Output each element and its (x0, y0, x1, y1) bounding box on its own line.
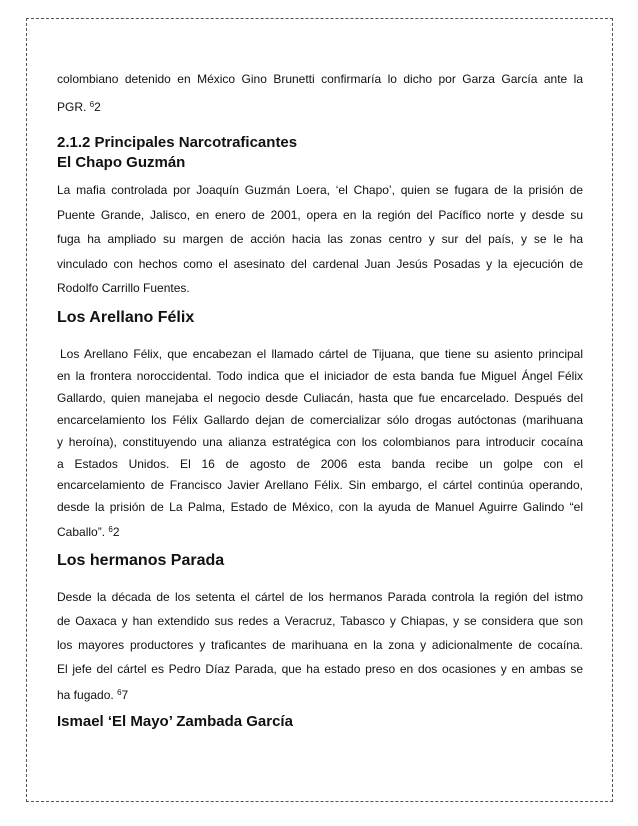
subsection-heading: Ismael ‘El Mayo’ Zambada García (57, 713, 293, 730)
paragraph-line: La mafia controlada por Joaquín Guzmán Loera, ‘el Chapo’, quien se fugara de la prisión de (57, 183, 583, 197)
paragraph-line: los mayores productores y traficantes de marihuana en la zona y adicionalmente de cocaína. (57, 638, 583, 652)
paragraph-line: Rodolfo Carrillo Fuentes. (57, 281, 190, 295)
paragraph-line: fuga ha ampliado su margen de acción hacia las zonas centro y sur del país, y se le ha (57, 232, 583, 246)
line-text: PGR. (57, 100, 87, 114)
paragraph-line: a Estados Unidos. El 16 de agosto de 2006 esta banda recibe un golpe con el (57, 456, 583, 471)
arellano-paragraph (57, 344, 583, 544)
paragraph-line: encarcelamiento los Félix Gallardo dejan de comercializar sólo drogas autóctonas (marihuana (57, 412, 583, 427)
footnote-ref: 67 (117, 688, 129, 702)
paragraph-line: desde la prisión de La Palma, Estado de México, con la ayuda de Manuel Aguirre Galindo “el (57, 500, 583, 515)
paragraph-line: Puente Grande, Jalisco, en enero de 2001, opera en la región del Pacífico norte y desde su (57, 207, 583, 222)
paragraph-line: y heroína), constituyendo una alianza estratégica con los colombianos para introducir cocaína (57, 434, 583, 449)
subsection-heading: El Chapo Guzmán (57, 154, 186, 171)
footnote-ref: 62 (89, 100, 101, 114)
paragraph-line: Los Arellano Félix, que encabezan el llamado cártel de Tijuana, que tiene su asiento principal (60, 347, 583, 361)
line-text: Caballo”. (57, 525, 106, 540)
intro-paragraph (57, 66, 583, 120)
paragraph-line (57, 92, 583, 120)
paragraph-line: de Oaxaca y han extendido sus redes a Veracruz, Tabasco y Chiapas, y se considera que son (57, 614, 583, 628)
paragraph-line: encarcelamiento de Francisco Javier Arellano Félix. Sin embargo, el cártel continúa operando, (57, 478, 583, 493)
paragraph-line: El jefe del cártel es Pedro Díaz Parada, que ha estado preso en dos ocasiones y en ambas se (57, 662, 583, 676)
chapo-paragraph (57, 178, 583, 301)
parada-paragraph (57, 585, 583, 707)
paragraph-line: colombiano detenido en México Gino Brunetti confirmaría lo dicho por Garza García ante la (57, 72, 583, 86)
section-heading: 2.1.2 Principales Narcotraficantes (57, 134, 298, 151)
paragraph-line: Desde la década de los setenta el cártel de los hermanos Parada controla la región del istmo (57, 590, 583, 604)
line-text: ha fugado. (57, 688, 114, 702)
footnote-ref: 62 (108, 525, 120, 540)
paragraph-line: en la frontera noroccidental. Todo indica que el iniciador de esta banda fue Miguel Ángel Félix (57, 368, 583, 383)
paragraph-line: Gallardo, quien manejaba el negocio desde Culiacán, hasta que fue encarcelado. Después del (57, 390, 583, 405)
subsection-heading: Los hermanos Parada (57, 552, 225, 569)
paragraph-line (57, 681, 583, 707)
subsection-heading: Los Arellano Félix (57, 309, 195, 326)
paragraph-line (57, 519, 583, 544)
paragraph-line: vinculado con hechos como el asesinato del cardenal Juan Jesús Posadas y la ejecución de (57, 256, 583, 271)
